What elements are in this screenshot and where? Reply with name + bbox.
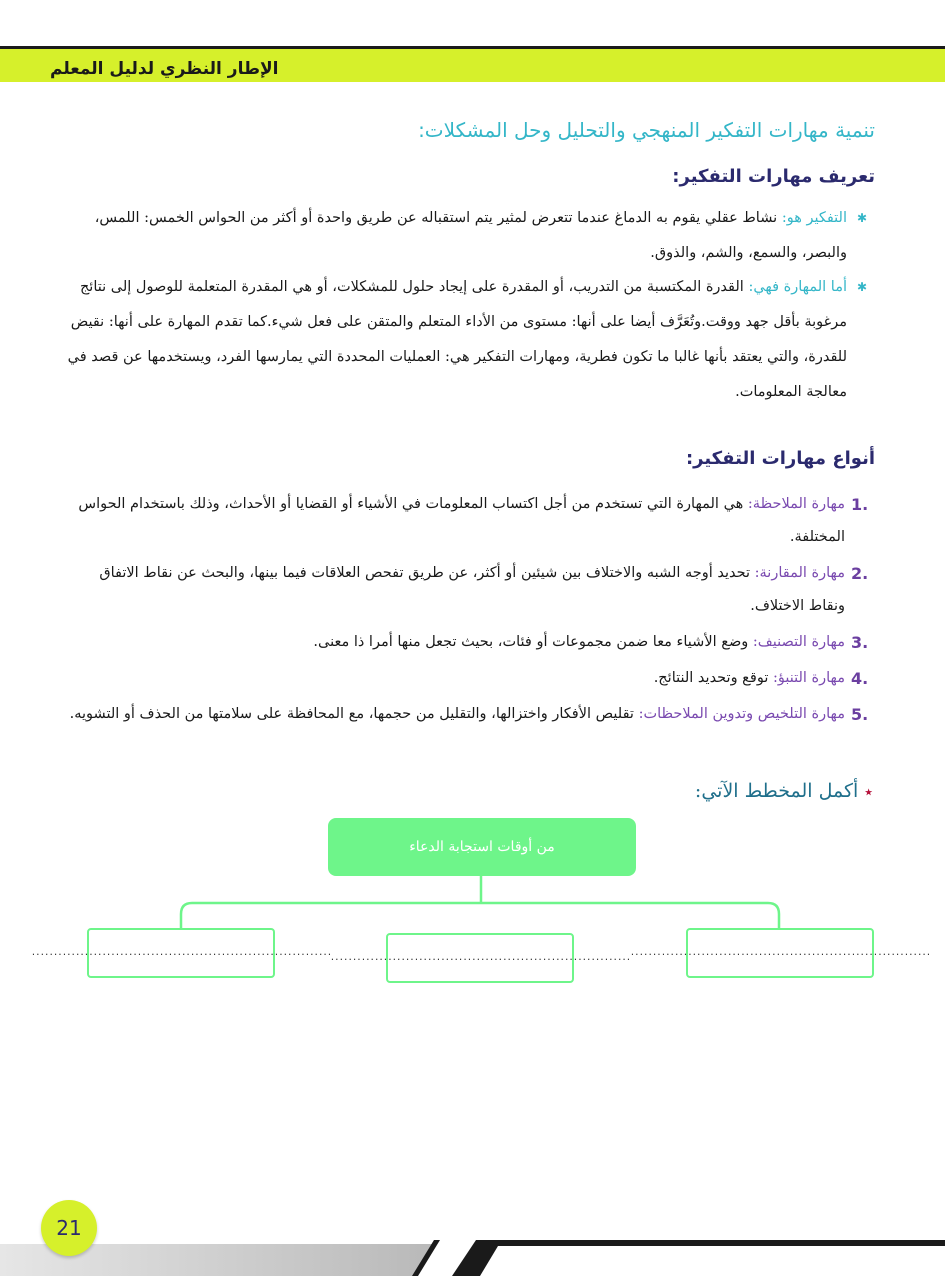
list-item: [67, 626, 877, 659]
skill-text: وضع الأشياء معا ضمن مجموعات أو فئات، بحيث تجعل منها أمرا ذا معنى.: [313, 634, 753, 650]
bullet-term: التفكير هو:: [781, 210, 847, 226]
star-bullet-icon: ✱: [856, 280, 867, 294]
list-item: [67, 698, 877, 731]
skill-text: هي المهارة التي تستخدم من أجل اكتساب المعلومات في الأشياء أو القضايا أو الأحداث، وذلك باستخدام الحواس المختلفة.: [78, 496, 845, 545]
diagram-blank-right[interactable]: ....................................................................: [686, 928, 874, 978]
header-title: الإطار النظري لدليل المعلم: [50, 59, 279, 79]
task-instruction: [373, 780, 873, 802]
skill-term: مهارة المقارنة:: [754, 565, 845, 581]
bullet-text: القدرة المكتسبة من التدريب، أو المقدرة على إيجاد حلول للمشكلات، أو هي المقدرة المتعلمة للوصول إلى نتائج مرغوبة بأقل جهد ووقت.وتُعَرَّف أيضا على أنها: مستوى من الأداء المتعلم والمتقن على فعل شيء.كما تقدم المهارة على أنها: نقيض للقدرة، والتي يعتقد بأنها غالبا ما تكون فطرية، ومهارات التفكير هي: العمليات المحددة التي يمارسها الفرد، ويستخدمها عن قصد في معالجة المعلومات.: [67, 279, 847, 400]
task-text: أكمل المخطط الآتي:: [694, 780, 859, 802]
skill-text: توقع وتحديد النتائج.: [653, 670, 773, 686]
list-item: [67, 488, 877, 554]
diagram-root-node: من أوقات استجابة الدعاء: [328, 818, 636, 876]
header-band: [0, 46, 945, 82]
page-title: تنمية مهارات التفكير المنهجي والتحليل وحل المشكلات:: [418, 118, 875, 142]
star-bullet-icon: ✱: [856, 211, 867, 225]
skill-term: مهارة التلخيص وتدوين الملاحظات:: [638, 706, 845, 722]
footer-band-dark: [452, 1240, 945, 1276]
footer-slash: [412, 1240, 440, 1276]
skill-text: تحديد أوجه الشبه والاختلاف بين شيئين أو أكثر، عن طريق تفحص العلاقات فيما بينها، والبحث عن نقاط الاتفاق ونقاط الاختلاف.: [99, 565, 845, 614]
connector-right: [481, 903, 779, 928]
skills-list: [67, 488, 877, 734]
bullet-thinking-definition: [67, 201, 867, 271]
bullet-text: نشاط عقلي يقوم به الدماغ عندما تتعرض لمثير يتم استقباله عن طريق واحدة أو أكثر من الحواس الخمس: اللمس، والبصر، والسمع، والشم، والذوق.: [94, 210, 847, 261]
list-number: 4.: [851, 669, 869, 688]
list-number: 3.: [851, 633, 869, 652]
diagram-blank-middle[interactable]: ....................................................................: [386, 933, 574, 983]
bullet-term: أما المهارة فهي:: [748, 279, 847, 295]
list-number: 1.: [851, 495, 869, 514]
definition-heading: تعريف مهارات التفكير:: [672, 166, 875, 187]
types-heading: أنواع مهارات التفكير:: [685, 448, 875, 469]
skill-text: تقليص الأفكار واختزالها، والتقليل من حجمها، مع المحافظة على سلامتها من الحذف أو التشويه.: [69, 706, 639, 722]
skill-term: مهارة التصنيف:: [752, 634, 845, 650]
list-number: 5.: [851, 705, 869, 724]
list-item: [67, 557, 877, 623]
bullet-paragraph: [67, 201, 867, 271]
bullet-skill-definition: [67, 270, 867, 410]
skill-term: مهارة الملاحظة:: [747, 496, 845, 512]
skill-term: مهارة التنبؤ:: [772, 670, 845, 686]
page-number-badge: 21: [41, 1200, 97, 1256]
diagram-blank-left[interactable]: ....................................................................: [87, 928, 275, 978]
footer-band-white-stripe: [480, 1246, 945, 1276]
list-item: [67, 662, 877, 695]
list-number: 2.: [851, 564, 869, 583]
connector-left: [181, 903, 481, 928]
star-icon: ٭: [864, 782, 873, 801]
bullet-paragraph: [67, 270, 867, 410]
